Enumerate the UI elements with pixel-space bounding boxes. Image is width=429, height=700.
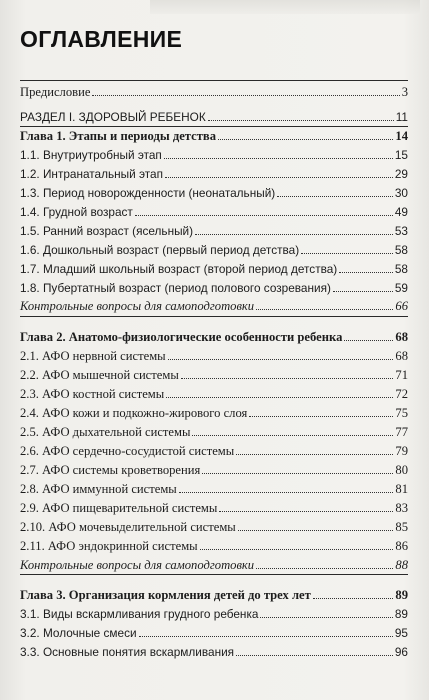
toc-entry[interactable]	[20, 181, 408, 200]
entry-page: 77	[395, 425, 408, 440]
entry-title: 2.10. АФО мочевыделительной системы	[20, 520, 236, 535]
toc-entry[interactable]	[20, 640, 408, 659]
toc-entry[interactable]	[20, 602, 408, 621]
entry-title: 3.3. Основные понятия вскармливания	[20, 645, 235, 660]
entry-page: 59	[394, 281, 408, 296]
dot-leader	[208, 117, 394, 121]
dot-leader	[238, 527, 394, 531]
entry-page: 68	[395, 330, 408, 345]
entry-page: 81	[395, 482, 408, 497]
dot-leader	[181, 375, 394, 379]
toc-entry[interactable]	[20, 257, 408, 276]
dot-leader	[313, 595, 394, 599]
toc-entry[interactable]	[20, 401, 408, 420]
entry-title: РАЗДЕЛ I. ЗДОРОВЫЙ РЕБЕНОК	[20, 110, 206, 125]
entry-title: 2.3. АФО костной системы	[20, 387, 165, 402]
entry-title: 2.7. АФО системы кроветворения	[20, 463, 201, 478]
entry-page: 88	[395, 558, 408, 573]
toc-entry[interactable]	[20, 477, 408, 496]
toc-entry[interactable]	[20, 439, 408, 458]
entry-page: 89	[395, 588, 408, 603]
toc-entry[interactable]	[20, 344, 408, 363]
entry-page: 86	[395, 539, 408, 554]
dot-leader	[139, 633, 393, 637]
entry-page: 3	[401, 85, 408, 100]
entry-page: 80	[395, 463, 408, 478]
dot-leader	[192, 432, 393, 436]
entry-title: 2.9. АФО пищеварительной системы	[20, 501, 218, 516]
toc-entry-preface[interactable]	[20, 80, 408, 99]
dot-leader	[339, 269, 393, 273]
entry-title: 1.3. Период новорожденности (неонатальный)	[20, 186, 276, 201]
dot-leader	[165, 174, 393, 178]
toc-entry[interactable]	[20, 382, 408, 401]
entry-title: 2.5. АФО дыхательной системы	[20, 425, 191, 440]
entry-title: Глава 3. Организация кормления детей до трех лет	[20, 588, 311, 603]
dot-leader	[249, 413, 393, 417]
entry-page: 72	[395, 387, 408, 402]
dot-leader	[219, 508, 393, 512]
entry-page: 15	[394, 148, 408, 163]
toc-entry[interactable]	[20, 363, 408, 382]
entry-page: 66	[395, 299, 408, 314]
entry-title: Контрольные вопросы для самоподготовки	[20, 558, 255, 573]
toc-entry[interactable]	[20, 143, 408, 162]
entry-title: 2.11. АФО эндокринной системы	[20, 539, 198, 554]
dot-leader	[236, 451, 393, 455]
entry-page: 85	[395, 520, 408, 535]
toc-entry[interactable]	[20, 515, 408, 534]
dot-leader	[218, 136, 393, 140]
entry-title: 1.8. Пубертатный возраст (период полового созревания)	[20, 281, 331, 296]
toc-entry[interactable]	[20, 534, 408, 553]
toc-entry[interactable]	[20, 200, 408, 219]
entry-page: 71	[395, 368, 408, 383]
toc-entry[interactable]	[20, 238, 408, 257]
entry-title: 3.1. Виды вскармливания грудного ребенка	[20, 607, 259, 622]
dot-leader	[256, 565, 393, 569]
entry-page: 83	[395, 501, 408, 516]
rule-chapter-3	[20, 574, 408, 575]
dot-leader	[164, 155, 393, 159]
entry-title: 2.4. АФО кожи и подкожно-жирового слоя	[20, 406, 248, 421]
entry-title: 1.1. Внутриутробный этап	[20, 148, 162, 163]
toc-heading: ОГЛАВЛЕНИЕ	[20, 26, 183, 52]
page-shadow	[150, 0, 420, 14]
dot-leader	[202, 470, 393, 474]
entry-title: 1.7. Младший школьный возраст (второй период детства)	[20, 262, 338, 277]
entry-page: 14	[395, 129, 408, 144]
entry-page: 95	[394, 626, 408, 641]
dot-leader	[166, 394, 393, 398]
toc-entry[interactable]	[20, 420, 408, 439]
rule-section	[20, 126, 408, 127]
entry-title: 1.6. Дошкольный возраст (первый период детства)	[20, 243, 300, 258]
entry-page: 58	[394, 262, 408, 277]
entry-page: 53	[394, 224, 408, 239]
toc-entry[interactable]	[20, 276, 408, 295]
toc-entry[interactable]	[20, 219, 408, 238]
toc-entry-chapter-2[interactable]	[20, 325, 408, 344]
dot-leader	[333, 288, 393, 292]
dot-leader	[344, 337, 393, 341]
toc-entry[interactable]	[20, 162, 408, 181]
entry-title: 2.2. АФО мышечной системы	[20, 368, 179, 383]
dot-leader	[92, 92, 399, 96]
entry-title: 2.8. АФО иммунной системы	[20, 482, 177, 497]
entry-page: 75	[395, 406, 408, 421]
entry-title: 1.4. Грудной возраст	[20, 205, 133, 220]
entry-page: 79	[395, 444, 408, 459]
entry-title: Предисловие	[20, 85, 91, 100]
entry-page: 96	[394, 645, 408, 660]
entry-title: Глава 2. Анатомо-физиологические особенности ребенка	[20, 330, 343, 345]
entry-title: Контрольные вопросы для самоподготовки	[20, 299, 255, 314]
toc-entry-chapter-3[interactable]	[20, 583, 408, 602]
toc-entry-review-questions[interactable]	[20, 553, 408, 572]
dot-leader	[195, 231, 393, 235]
dot-leader	[277, 193, 393, 197]
toc-entry-section-1[interactable]	[20, 105, 408, 124]
entry-page: 89	[394, 607, 408, 622]
rule-chapter-2	[20, 316, 408, 317]
dot-leader	[236, 652, 393, 656]
dot-leader	[168, 356, 394, 360]
entry-page: 68	[395, 349, 408, 364]
toc-entry[interactable]	[20, 496, 408, 515]
entry-title: 2.6. АФО сердечно-сосудистой системы	[20, 444, 235, 459]
toc-entry-review-questions[interactable]	[20, 294, 408, 313]
toc-entry[interactable]	[20, 621, 408, 640]
entry-page: 30	[394, 186, 408, 201]
dot-leader	[179, 489, 394, 493]
entry-page: 49	[394, 205, 408, 220]
entry-page: 58	[394, 243, 408, 258]
entry-title: Глава 1. Этапы и периоды детства	[20, 129, 217, 144]
dot-leader	[301, 250, 393, 254]
entry-title: 1.5. Ранний возраст (ясельный)	[20, 224, 194, 239]
entry-page: 29	[394, 167, 408, 182]
dot-leader	[260, 614, 392, 618]
dot-leader	[256, 306, 393, 310]
entry-title: 2.1. АФО нервной системы	[20, 349, 166, 364]
dot-leader	[135, 212, 393, 216]
dot-leader	[200, 546, 394, 550]
entry-title: 3.2. Молочные смеси	[20, 626, 137, 641]
entry-title: 1.2. Интранатальный этап	[20, 167, 163, 182]
entry-page: 11	[395, 110, 408, 125]
toc-entry[interactable]	[20, 458, 408, 477]
